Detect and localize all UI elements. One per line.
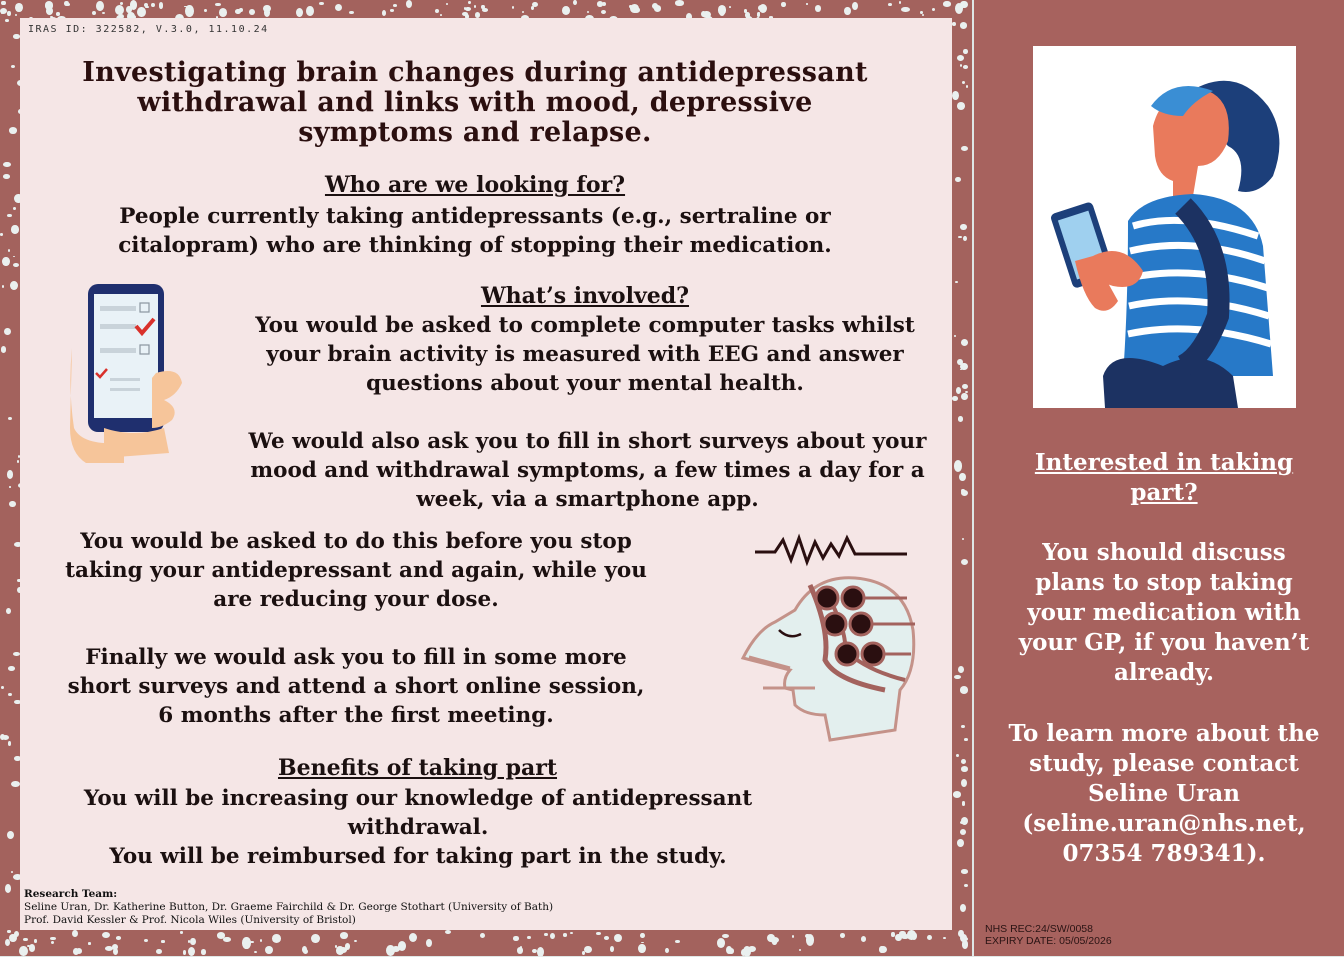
speck <box>907 930 915 940</box>
speck <box>1 346 7 353</box>
speck <box>961 489 964 494</box>
speck <box>537 947 544 957</box>
speck <box>901 7 910 12</box>
speck <box>116 936 121 940</box>
speck <box>0 233 3 235</box>
speck <box>957 839 964 847</box>
eeg-head-icon <box>735 530 925 750</box>
who-text: People currently taking antidepressants (e.g., sertraline or citalopram) who are thinking of stopping their medication. <box>118 204 832 258</box>
speck <box>159 2 164 9</box>
speck <box>406 0 412 8</box>
speck <box>250 941 253 943</box>
speck <box>426 939 432 947</box>
sidebar-contact: To learn more about the study, please contact Seline Uran (seline.uran@nhs.net, 07354 789341). <box>1008 720 1320 867</box>
speck <box>582 951 585 955</box>
speck <box>741 949 746 956</box>
speck <box>6 608 11 614</box>
speck <box>161 940 165 942</box>
speck <box>201 949 206 954</box>
speck <box>10 281 18 290</box>
poster-title: Investigating brain changes during antidepressant withdrawal and links with mood, depressive symptoms and relapse. <box>82 57 868 148</box>
speck <box>806 3 808 5</box>
involved-text-1: You would be asked to complete computer tasks whilst your brain activity is measured with EEG and answer questions about your mental health. <box>255 313 915 396</box>
speck <box>964 884 968 887</box>
speck <box>596 932 600 935</box>
speck <box>961 393 968 400</box>
speck <box>961 869 968 873</box>
speck <box>512 6 514 9</box>
who-heading: Who are we looking for? <box>324 172 626 198</box>
speck <box>296 8 303 17</box>
speck <box>5 19 9 22</box>
speck <box>806 934 815 946</box>
speck <box>188 940 190 943</box>
speck <box>480 933 485 938</box>
speck <box>13 34 19 38</box>
speck <box>9 486 12 488</box>
speck <box>8 666 15 671</box>
speck <box>943 937 946 939</box>
speck <box>272 934 281 943</box>
involved-text-3: You would be asked to do this before you stop taking your antidepressant and again, while you are reducing your dose. <box>65 529 647 612</box>
speck <box>219 8 227 17</box>
speck <box>73 948 79 955</box>
speck <box>962 801 966 805</box>
speck <box>14 931 19 937</box>
speck <box>772 940 777 945</box>
speck <box>64 1 69 6</box>
speck <box>144 939 148 942</box>
speck <box>390 9 394 12</box>
speck <box>960 224 966 230</box>
speck <box>242 937 250 949</box>
speck <box>956 387 961 394</box>
speck <box>23 938 28 941</box>
speck <box>963 236 967 241</box>
involved-text-4: Finally we would ask you to fill in some more short surveys and attend a short online session, 6 months after the first meeting. <box>67 645 645 728</box>
speck <box>844 7 851 15</box>
speck <box>340 932 348 939</box>
speck <box>958 666 964 673</box>
speck <box>11 65 15 68</box>
speck <box>0 734 5 740</box>
speck <box>544 933 548 937</box>
speck <box>45 1 54 10</box>
speck <box>2 257 9 266</box>
speck <box>156 949 161 954</box>
speck <box>632 7 641 13</box>
speck <box>8 249 10 252</box>
speck <box>50 937 55 941</box>
speck <box>675 0 683 5</box>
speck <box>13 263 19 267</box>
speck <box>932 8 935 11</box>
research-team: Research Team: Seline Uran, Dr. Katherine Button, Dr. Graeme Fairchild & Dr. George Stothart (University of Bath) Prof. David Kessler & Prof. Nicola Wiles (University of Bristol) <box>24 888 554 926</box>
speck <box>958 416 963 421</box>
speck <box>481 5 484 9</box>
speck <box>958 236 962 238</box>
speck <box>19 946 27 956</box>
speck <box>614 934 622 943</box>
speck <box>27 945 30 947</box>
speck <box>7 470 13 478</box>
involved-text-2: We would also ask you to fill in short surveys about your mood and withdrawal symptoms, a few times a day for a week, via a smartphone app. <box>248 429 927 512</box>
speck <box>513 936 518 940</box>
speck <box>963 65 968 69</box>
speck <box>3 162 10 167</box>
speck <box>7 831 14 839</box>
speck <box>7 930 10 933</box>
speck <box>640 933 644 938</box>
speck <box>799 949 801 951</box>
speck <box>11 225 18 233</box>
speck <box>4 328 11 335</box>
speck <box>335 4 342 11</box>
speck <box>217 932 225 938</box>
speck <box>8 741 11 745</box>
speck <box>952 91 958 100</box>
speck <box>960 22 968 29</box>
speck <box>962 937 968 941</box>
speck <box>957 359 963 365</box>
speck <box>957 102 965 109</box>
speck <box>102 932 110 938</box>
iras-id: IRAS ID: 322582, V.3.0, 11.10.24 <box>28 24 269 35</box>
speck <box>215 3 221 6</box>
speck <box>92 11 96 15</box>
sidebar-heading: Interested in taking part? <box>1034 449 1294 506</box>
speck <box>319 2 323 5</box>
benefits-text: You will be increasing our knowledge of antidepressant withdrawal. You will be reimbursed for taking part in the study. <box>83 786 753 869</box>
speck <box>335 945 338 948</box>
speck <box>15 3 22 12</box>
speck <box>701 11 706 17</box>
speck <box>311 934 319 943</box>
speck <box>7 214 11 217</box>
speck <box>249 9 255 15</box>
speck <box>527 936 531 939</box>
involved-heading: What’s involved? <box>480 283 690 309</box>
speck <box>265 946 273 954</box>
speck <box>964 738 968 741</box>
speck <box>961 779 967 787</box>
speck <box>840 933 845 938</box>
speck <box>861 936 866 942</box>
speck <box>960 686 968 693</box>
speck <box>638 944 645 954</box>
speck <box>185 5 194 17</box>
speck <box>13 652 19 656</box>
nhs-rec-info: NHS REC:24/SW/0058 EXPIRY DATE: 05/05/2026 <box>985 923 1112 947</box>
speck <box>11 781 19 787</box>
speck <box>180 931 183 933</box>
speck <box>190 938 196 945</box>
speck <box>239 8 243 13</box>
speck <box>953 791 962 798</box>
speck <box>963 49 968 53</box>
speck <box>927 935 932 940</box>
speck <box>960 904 966 912</box>
speck <box>781 2 785 6</box>
speck <box>961 759 966 764</box>
speck <box>9 501 15 507</box>
speck <box>570 932 573 934</box>
speck <box>137 7 145 17</box>
woman-with-phone-illustration <box>1033 46 1296 408</box>
speck <box>726 946 732 954</box>
speck <box>955 281 958 283</box>
speck <box>587 11 589 13</box>
speck <box>962 384 968 389</box>
benefits-heading: Benefits of taking part <box>277 755 558 781</box>
speck <box>955 177 961 182</box>
speck <box>952 22 956 26</box>
speck <box>88 942 92 944</box>
speck <box>96 1 103 11</box>
speck <box>604 936 609 940</box>
speck <box>573 0 577 5</box>
speck <box>961 559 968 565</box>
speck <box>1 1 5 6</box>
speck <box>349 11 354 14</box>
speck <box>56 12 59 16</box>
speck <box>899 1 901 4</box>
phone-checklist-icon <box>64 278 194 473</box>
speck <box>757 12 760 16</box>
speck <box>7 11 11 15</box>
speck <box>943 1 951 6</box>
speck <box>960 829 966 835</box>
sidebar-discuss: You should discuss plans to stop taking your medication with your GP, if you haven’t already. <box>1018 539 1310 686</box>
woman-with-phone-icon <box>1033 46 1296 408</box>
speck <box>550 933 555 939</box>
